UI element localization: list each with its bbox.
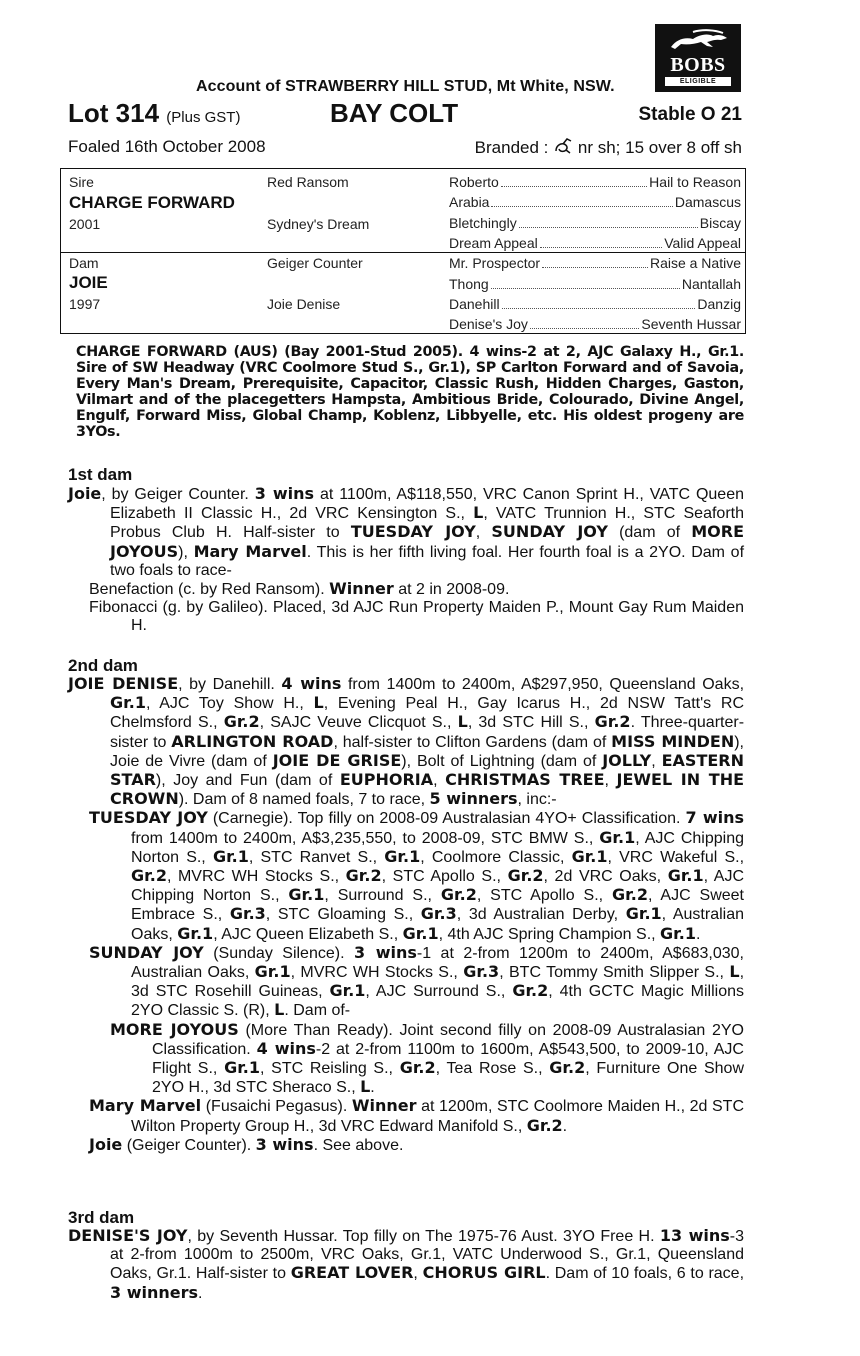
bobs-eligible-logo [655,24,741,92]
list-item: Mary Marvel (Fusaichi Pegasus). Winner at 1200m, STC Coolmore Maiden H., 2d STC Wilton Property Group H., 3d VRC Edward Manifold S., Gr.2. [89,1096,745,1135]
dam-dam: Joie Denise [267,296,341,312]
branded-suffix: nr sh; 15 over 8 off sh [577,138,742,157]
list-item: Benefaction (c. by Red Ransom). Winner at 2 in 2008-09. [89,579,510,599]
list-item: SUNDAY JOY (Sunday Silence). 3 wins-1 at 2-from 1200m to 2400m, A$683,030, Australian Oaks, Gr.1, MVRC WH Stocks S., Gr.3, BTC Tommy Smith Slipper S., L, 3d STC Rosehill Guineas, Gr.1, AJC Surround S., Gr.2, 4th GCTC Magic Millions 2YO Classic S. (R), L. Dam of- [89,942,745,1020]
ancestor-row: Thong Nantallah [449,276,741,292]
ancestor-row: Mr. Prospector Raise a Native [449,255,741,271]
ancestor-row: Denise's Joy Seventh Hussar [449,316,741,332]
second-dam-heading: 2nd dam [68,656,138,675]
brand-symbol-icon [553,137,573,155]
plus-gst: (Plus GST) [166,109,241,126]
first-dam-heading: 1st dam [68,465,133,484]
sire-dam: Sydney's Dream [267,216,370,232]
ancestor-row: Danehill Danzig [449,296,741,312]
ancestor-row: Roberto Hail to Reason [449,174,741,190]
list-item: TUESDAY JOY (Carnegie). Top filly on 2008-09 Australasian 4YO+ Classification. 7 wins from 1400m to 2400m, A$3,235,550, to 2008-09, STC BMW S., Gr.1, AJC Chipping Norton S., Gr.1, STC Ranvet S., Gr.1, Coolmore Classic, Gr.1, VRC Wakeful S., Gr.2, MVRC WH Stocks S., Gr.2, STC Apollo S., Gr.2, 2d VRC Oaks, Gr.1, AJC Chipping Norton S., Gr.1, Surround S., Gr.2, STC Apollo S., Gr.2, AJC Sweet Embrace S., Gr.3, STC Gloaming S., Gr.3, 3d Australian Derby, Gr.1, Australian Oaks, Gr.1, AJC Queen Elizabeth S., Gr.1, 4th AJC Spring Champion S., Gr.1. [89,808,745,943]
ancestor-row: Bletchingly Biscay [449,215,741,231]
sire-label: Sire [69,174,94,190]
dam-label: Dam [69,255,99,271]
list-item: Fibonacci (g. by Galileo). Placed, 3d AJC Run Property Maiden P., Mount Gay Rum Maiden H. [89,599,744,635]
stable-number: Stable O 21 [638,104,742,125]
sire-name: CHARGE FORWARD [69,193,235,212]
brand-marks [475,137,742,158]
dam-year: 1997 [69,296,101,312]
horse-icon [663,27,733,55]
dam-sire: Geiger Counter [267,255,363,271]
list-item: MORE JOYOUS (More Than Ready). Joint second filly on 2008-09 Australasian 2YO Classification. 4 wins-2 at 2-from 1100m to 1600m, A$543,500, to 2009-10, AJC Flight S., Gr.1, STC Reisling S., Gr.2, Tea Rose S., Gr.2, Furniture One Show 2YO H., 3d STC Sheraco S., L. [110,1019,745,1097]
first-dam-text: Joie, by Geiger Counter. 3 wins at 1100m, A$118,550, VRC Canon Sprint H., VATC Queen Elizabeth II Classic H., 2d VRC Kensington S., L, VATC Trunnion H., STC Seaforth Probus Club H. Half-sister to TUESDAY JOY, SUNDAY JOY (dam of MORE JOYOUS), Mary Marvel. This is her fifth living foal. Her fourth foal is a 2YO. Dam of two foals to race- Benefaction (c. by Red Ransom). Winner at 2 in 2008-09. Fibonacci (g. by Galileo). Placed, 3d AJC Run Property Maiden P., Mount Gay Rum Maiden H. [68,484,745,635]
list-item: Joie (Geiger Counter). 3 wins. See above. [89,1134,404,1154]
logo-subtext: ELIGIBLE [665,77,731,86]
pedigree-divider [61,252,745,253]
vendor-account: Account of STRAWBERRY HILL STUD, Mt White, NSW. [196,78,615,95]
sire-year: 2001 [69,216,101,232]
ancestor-row: Arabia Damascus [449,194,741,210]
ancestor-row: Dream Appeal Valid Appeal [449,235,741,251]
branded-prefix: Branded : [474,138,549,157]
pedigree-table [60,168,746,334]
sire-description: CHARGE FORWARD (AUS) (Bay 2001-Stud 2005). 4 wins-2 at 2, AJC Galaxy H., Gr.1. Sire of SW Headway (VRC Coolmore Stud S., Gr.1), SP Carlton Forward and of Savoia, Every Man's Dream, Prerequisite, Capacitor, Classic Rush, Hidden Charges, Gaston, Vilmart and of the placegetters Hampsta, Ambitious Bride, Colourado, Divine Angel, Engulf, Forward Miss, Global Champ, Koblenz, Libbyelle, etc. His oldest progeny are 3YOs. [76,344,744,440]
logo-text: BOBS [670,54,726,76]
third-dam-heading: 3rd dam [68,1208,135,1227]
dam-name: JOIE [69,273,108,292]
second-dam-text: JOIE DENISE, by Danehill. 4 wins from 1400m to 2400m, A$297,950, Queensland Oaks, Gr.1, AJC Toy Show H., L, Evening Peal H., Gay Icarus H., 2d NSW Tatt's RC Chelmsford S., Gr.2, SAJC Veuve Clicquot S., L, 3d STC Hill S., Gr.2. Three-quarter-sister to ARLINGTON ROAD, half-sister to Clifton Gardens (dam of MISS MINDEN), Joie de Vivre (dam of JOIE DE GRISE), Bolt of Lightning (dam of JOLLY, EASTERN STAR), Joy and Fun (dam of EUPHORIA, CHRISTMAS TREE, JEWEL IN THE CROWN). Dam of 8 named foals, 7 to race, 5 winners, inc:- TUESDAY JOY (Carnegie). Top filly on 2008-09 Australasian 4YO+ Classification. 7 wins from 1400m to 2400m, A$3,235,550, to 2008-09, STC BMW S., Gr.1, AJC Chipping Norton S., Gr.1, STC Ranvet S., Gr.1, Coolmore Classic, Gr.1, VRC Wakeful S., Gr.2, MVRC WH Stocks S., Gr.2, STC Apollo S., Gr.2, 2d VRC Oaks, Gr.1, AJC Chipping Norton S., Gr.1, Surround S., Gr.2, STC Apollo S., Gr.2, AJC Sweet Embrace S., Gr.3, STC Gloaming S., Gr.3, 3d Australian Derby, Gr.1, Australian Oaks, Gr.1, AJC Queen Elizabeth S., Gr.1, 4th AJC Spring Champion S., Gr.1. SUNDAY JOY (Sunday Silence). 3 wins-1 at 2-from 1200m to 2400m, A$683,030, Australian Oaks, Gr.1, MVRC WH Stocks S., Gr.3, BTC Tommy Smith Slipper S., L, 3d STC Rosehill Guineas, Gr.1, AJC Surround S., Gr.2, 4th GCTC Magic Millions 2YO Classic S. (R), L. Dam of- MORE JOYOUS (More Than Ready). Joint second filly on 2008-09 Australasian 2YO Classification. 4 wins-2 at 2-from 1100m to 1600m, A$543,500, to 2009-10, AJC Flight S., Gr.1, STC Reisling S., Gr.2, Tea Rose S., Gr.2, Furniture One Show 2YO H., 3d STC Sheraco S., L. Mary Marvel (Fusaichi Pegasus). Winner at 1200m, STC Coolmore Maiden H., 2d STC Wilton Property Group H., 3d VRC Edward Manifold S., Gr.2. Joie (Geiger Counter). 3 wins. See above. [68,674,745,1154]
third-dam-text: DENISE'S JOY, by Seventh Hussar. Top filly on The 1975-76 Aust. 3YO Free H. 13 wins-3 at 2-from 1000m to 2500m, VRC Oaks, Gr.1, VATC Underwood S., Gr.1, Queensland Oaks, Gr.1. Half-sister to GREAT LOVER, CHORUS GIRL. Dam of 10 foals, 6 to race, 3 winners. [68,1226,745,1302]
horse-title: BAY COLT [330,98,459,128]
foaled-date: Foaled 16th October 2008 [68,137,266,156]
lot-label: Lot 314 [68,98,160,128]
lot-number [68,98,240,129]
sire-sire: Red Ransom [267,174,349,190]
